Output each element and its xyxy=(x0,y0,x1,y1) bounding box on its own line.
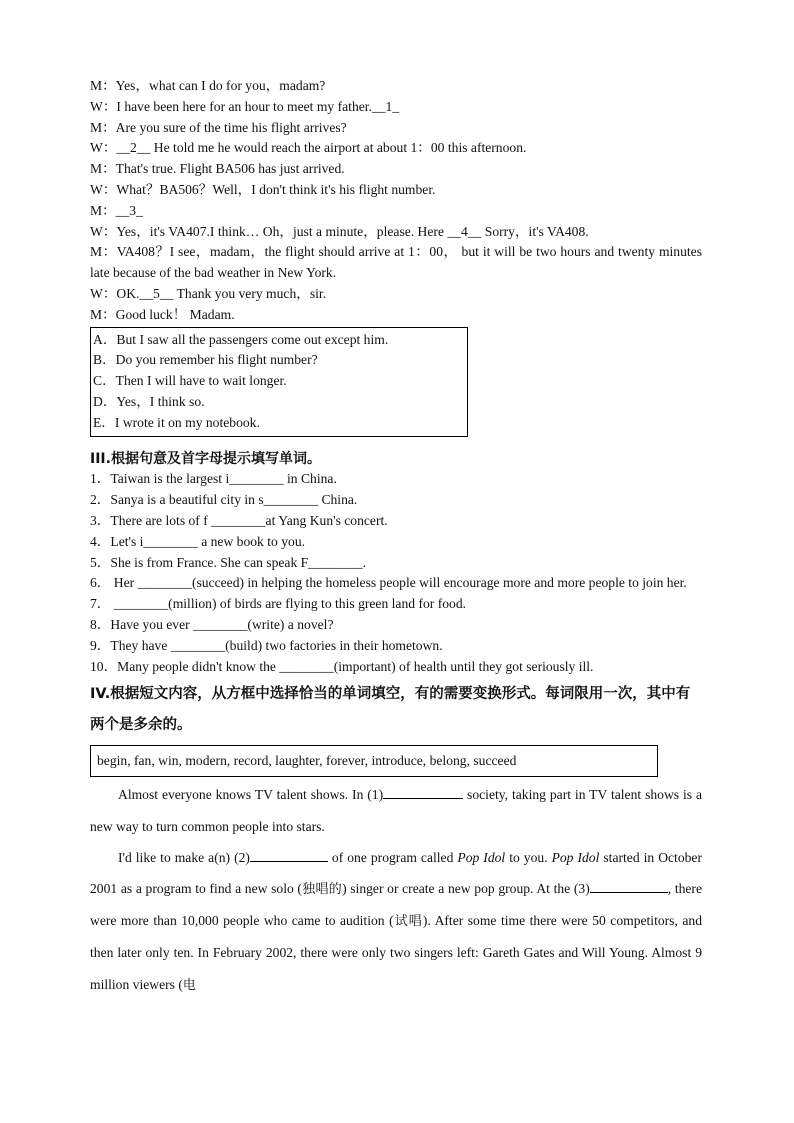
dialogue-line: W：I have been here for an hour to meet my father.__1_ xyxy=(90,98,400,114)
passage-paragraph-2 xyxy=(90,842,702,1001)
program-title: Pop Idol xyxy=(457,849,506,865)
section-3-heading: III.根据句意及首字母提示填写单词。 xyxy=(90,450,321,467)
passage-text: of one program called xyxy=(327,849,458,865)
dialogue xyxy=(90,76,702,326)
fill-item: 1．Taiwan is the largest i________ in China. xyxy=(90,471,337,487)
option-a: A．But I saw all the passengers come out except him. xyxy=(93,331,389,347)
passage-text: society, taking part in TV talent shows is a new way to turn common people into stars. xyxy=(90,787,702,834)
document-page xyxy=(90,76,702,1001)
program-title: Pop Idol xyxy=(551,849,600,865)
word-bank-box: begin, fan, win, modern, record, laughter, forever, introduce, belong, succeed xyxy=(90,745,658,777)
dialogue-line: M：That's true. Flight BA506 has just arrived. xyxy=(90,161,345,177)
dialogue-line: M：Good luck！ Madam. xyxy=(90,306,235,322)
passage-text: ). After some time there were 50 competitors, and then later only ten. In February 2002, there were only two singers left: Gareth Gates and Will Young. Almost 9 million viewers ( xyxy=(90,913,702,992)
blank-3[interactable] xyxy=(590,879,668,893)
passage-text: , there were more than 10,000 people who came to audition ( xyxy=(90,880,702,929)
chinese-gloss: 电 xyxy=(182,977,196,993)
dialogue-line: W：Yes，it's VA407.I think… Oh，just a minute，please. Here __4__ Sorry，it's VA408. xyxy=(90,223,589,239)
dialogue-line: W：What？BA506？Well，I don't think it's his flight number. xyxy=(90,181,436,197)
fill-item: 9．They have ________(build) two factories in their hometown. xyxy=(90,637,443,653)
blank-2[interactable] xyxy=(250,848,328,862)
dialogue-line: M：__3_ xyxy=(90,202,143,218)
dialogue-line: M：Yes，what can I do for you，madam? xyxy=(90,78,326,93)
fill-item: 3．There are lots of f ________at Yang Kun's concert. xyxy=(90,512,388,528)
passage-text: I'd like to make a(n) (2) xyxy=(118,849,250,865)
dialogue-line: M：Are you sure of the time his flight arrives? xyxy=(90,119,347,135)
dialogue-line: W：__2__ He told me he would reach the airport at about 1：00 this afternoon. xyxy=(90,140,527,156)
chinese-gloss: 试唱 xyxy=(393,914,423,930)
fill-item: 4．Let's i________ a new book to you. xyxy=(90,533,306,549)
fill-item: 5．She is from France. She can speak F________. xyxy=(90,554,366,570)
fill-item: 8．Have you ever ________(write) a novel? xyxy=(90,616,334,632)
section-4-heading: IV.根据短文内容，从方框中选择恰当的单词填空，有的需要变换形式。每词限用一次，其中有两个是多余的。 xyxy=(90,686,691,734)
passage-text: Almost everyone knows TV talent shows. In (1) xyxy=(118,787,384,803)
dialogue-line: M：VA408？I see，madam，the flight should arrive at 1：00， but it will be two hours and twenty minutes late because of the bad weather in New York. xyxy=(90,244,702,281)
fill-item: 10．Many people didn't know the ________(important) of health until they got seriously ill. xyxy=(90,658,594,674)
passage-text: started in October 2001 as a program to find a new solo ( xyxy=(90,849,702,896)
option-e: E．I wrote it on my notebook. xyxy=(93,414,260,430)
passage-text: to you. xyxy=(505,849,552,865)
section-3-items xyxy=(90,469,702,677)
options-box xyxy=(90,327,468,437)
passage-text: ) singer or create a new pop group. At the (3) xyxy=(342,880,590,896)
option-d: D．Yes，I think so. xyxy=(93,393,205,409)
fill-item: 7． ________(million) of birds are flying to this green land for food. xyxy=(90,596,467,612)
chinese-gloss: 独唱的 xyxy=(301,881,343,897)
passage-paragraph-1 xyxy=(90,779,702,841)
option-b: B．Do you remember his flight number? xyxy=(93,352,318,368)
dialogue-line: W：OK.__5__ Thank you very much，sir. xyxy=(90,285,327,301)
fill-item: 2．Sanya is a beautiful city in s________ China. xyxy=(90,492,358,508)
fill-item: 6． Her ________(succeed) in helping the homeless people will encourage more and more people to join her. xyxy=(90,575,687,591)
blank-1[interactable] xyxy=(383,785,463,799)
option-c: C．Then I will have to wait longer. xyxy=(93,373,287,389)
